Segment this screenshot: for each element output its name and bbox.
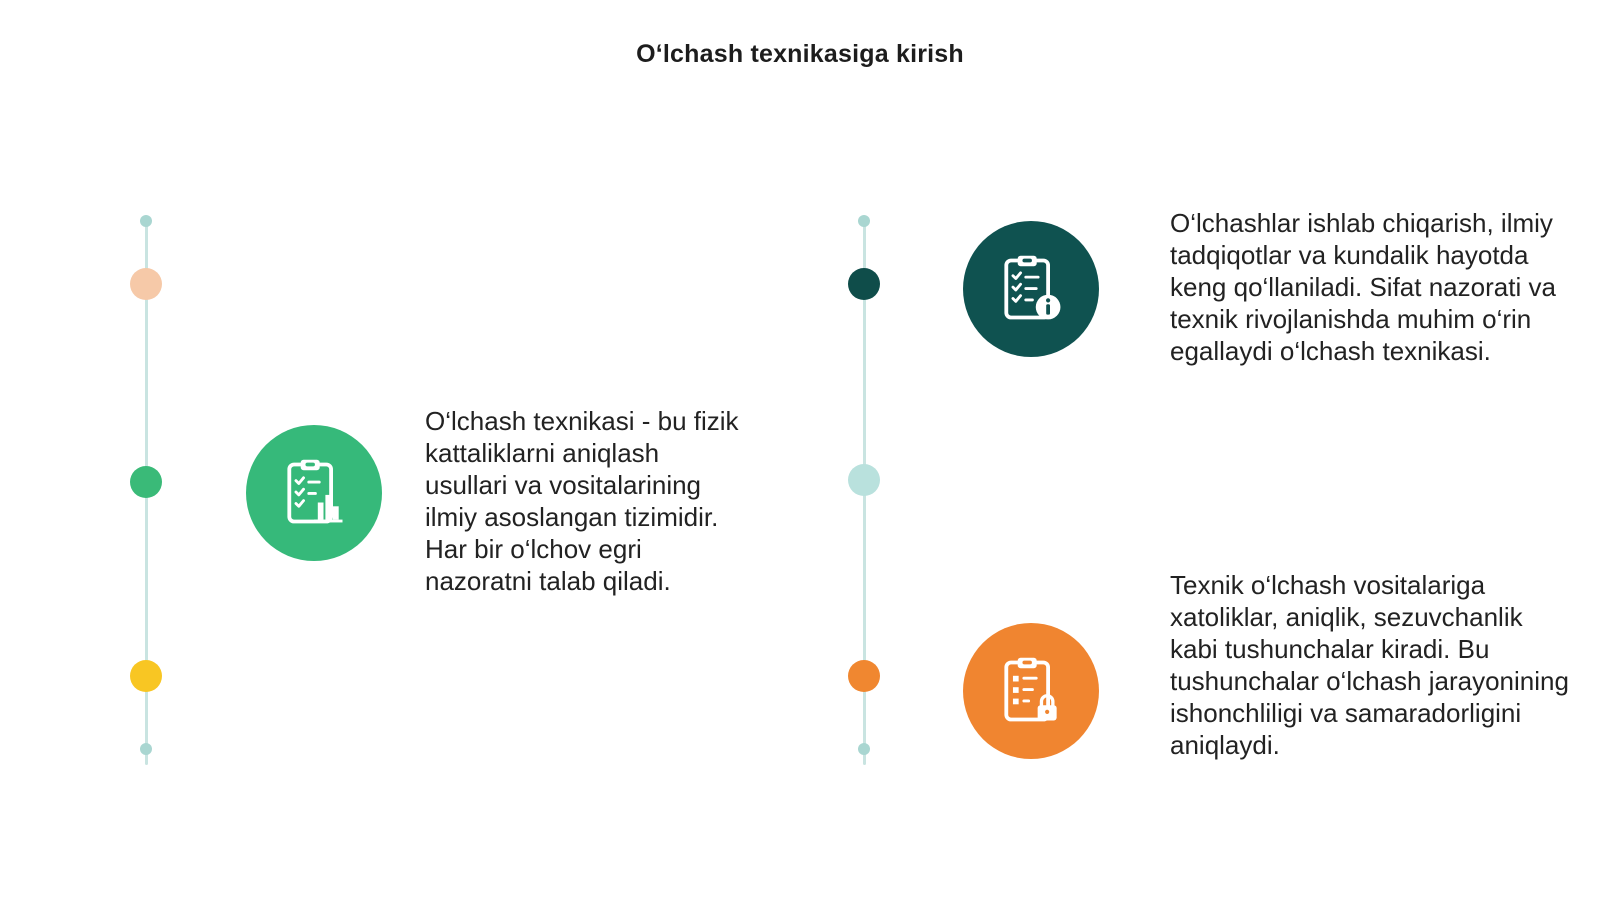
item-3-text: Texnik o‘lchash vositalariga xatoliklar, aniqlik, sezuvchanlik kabi tushunchalar kiradi. Bu tushunchalar o‘lchash jarayonining ishonchliligi va samaradorligini aniqlaydi. [1170,570,1569,760]
item-2-text: O‘lchashlar ishlab chiqarish, ilmiy tadqiqotlar va kundalik hayotda keng qo‘llaniladi. Sifat nazorati va texnik rivojlanishda muhim o‘rin egallaydi o‘lchash texnikasi. [1170,208,1556,366]
timeline-cap-bottom [858,743,870,755]
icon-circle-teal [963,221,1099,357]
timeline-dot-dark-teal [848,268,880,300]
timeline-dot-light-teal [848,464,880,496]
timeline-cap-top [140,215,152,227]
icon-circle-green [246,425,382,561]
timeline-cap-top [858,215,870,227]
page-title: O‘lchash texnikasiga kirish [636,40,964,68]
icon-circle-orange [963,623,1099,759]
timeline-cap-bottom [140,743,152,755]
timeline-right [844,215,884,770]
item-1-text: O‘lchash texnikasi - bu fizik kattaliklarni aniqlash usullari va vositalarining ilmiy asoslangan tizimidir. Har bir o‘lchov egri nazoratni talab qiladi. [425,406,739,596]
timeline-dot-orange [848,660,880,692]
timeline-dot-green [130,466,162,498]
clipboard-lock-icon [993,653,1069,729]
timeline-left [126,215,166,770]
clipboard-info-icon [993,251,1069,327]
timeline-dot-peach [130,268,162,300]
clipboard-chart-icon [276,455,352,531]
timeline-dot-yellow [130,660,162,692]
